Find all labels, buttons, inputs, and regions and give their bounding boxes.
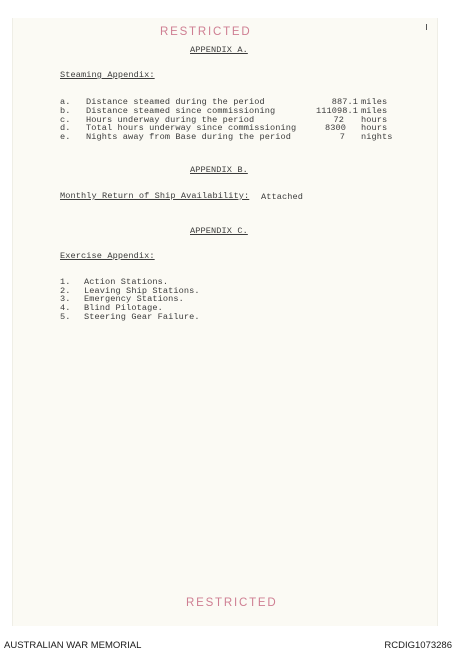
- row-label: Nights away from Base during the period: [86, 132, 292, 142]
- item-number: 1.: [60, 277, 71, 287]
- row-value: 111098.1: [315, 106, 358, 116]
- row-unit: miles: [361, 97, 388, 107]
- exercise-appendix-title: Exercise Appendix:: [60, 251, 155, 261]
- restricted-stamp-bottom: RESTRICTED: [186, 597, 278, 609]
- row-letter: c.: [60, 115, 71, 125]
- steaming-appendix-title: Steaming Appendix:: [60, 70, 155, 80]
- restricted-stamp-top: RESTRICTED: [160, 26, 252, 38]
- ship-availability-title: Monthly Return of Ship Availability:: [60, 191, 250, 201]
- row-value: 8300: [324, 123, 346, 133]
- row-value: 887.1: [331, 97, 358, 107]
- row-label: Total hours underway since commissioning: [86, 123, 297, 133]
- row-unit: nights: [361, 132, 393, 142]
- item-number: 3.: [60, 294, 71, 304]
- row-value: 7: [339, 132, 345, 142]
- footer-record-id: RCDIG1073286: [384, 640, 452, 651]
- footer-institution: AUSTRALIAN WAR MEMORIAL: [4, 640, 142, 651]
- item-text: Blind Pilotage.: [84, 303, 163, 313]
- item-number: 4.: [60, 303, 71, 313]
- row-label: Distance steamed since commissioning: [86, 106, 276, 116]
- item-number: 5.: [60, 312, 71, 322]
- appendix-b-heading: APPENDIX B.: [190, 165, 248, 175]
- row-letter: e.: [60, 132, 71, 142]
- row-value: 72: [333, 115, 344, 125]
- row-letter: d.: [60, 123, 71, 133]
- row-label: Distance steamed during the period: [86, 97, 265, 107]
- item-text: Emergency Stations.: [84, 294, 184, 304]
- availability-status: Attached: [261, 192, 304, 202]
- row-unit: hours: [361, 123, 388, 133]
- row-letter: a.: [60, 97, 71, 107]
- edge-mark: [426, 24, 427, 30]
- appendix-c-heading: APPENDIX C.: [190, 226, 248, 236]
- item-text: Steering Gear Failure.: [84, 312, 200, 322]
- item-number: 2.: [60, 286, 71, 296]
- row-unit: hours: [361, 115, 388, 125]
- row-label: Hours underway during the period: [86, 115, 255, 125]
- appendix-a-heading: APPENDIX A.: [190, 45, 248, 55]
- row-letter: b.: [60, 106, 71, 116]
- item-text: Action Stations.: [84, 277, 169, 287]
- item-text: Leaving Ship Stations.: [84, 286, 200, 296]
- row-unit: miles: [361, 106, 388, 116]
